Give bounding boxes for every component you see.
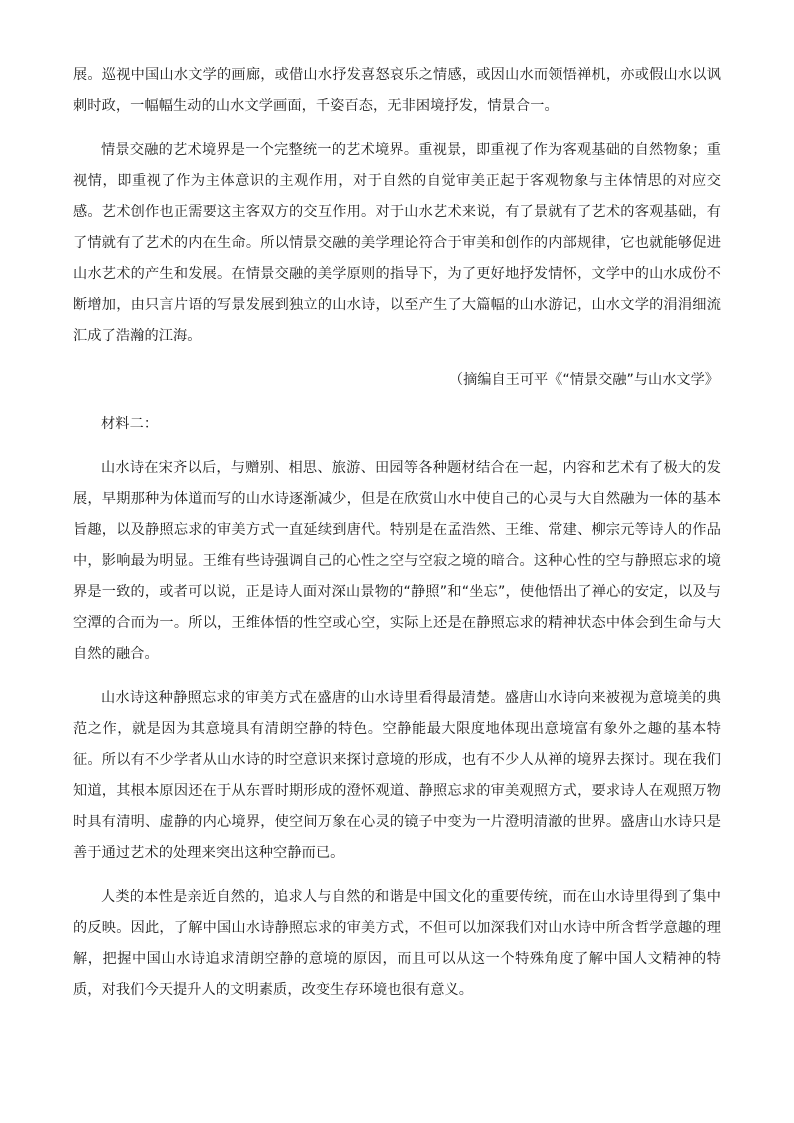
- document-page: [73, 60, 721, 1006]
- paragraph-continuation: 展。巡视中国山水文学的画廊，或借山水抒发喜怒哀乐之情感，或因山水而领悟禅机，亦或假山水以讽刺时政，一幅幅生动的山水文学画面，千姿百态，无非困境抒发，情景合一。: [73, 67, 721, 114]
- paragraph-renlei-benxing: 人类的本性是亲近自然的，追求人与自然的和谐是中国文化的重要传统，而在山水诗里得到了集中的反映。因此，了解中国山水诗静照忘求的审美方式，不但可以加深我们对山水诗中所含哲学意趣的理解，把握中国山水诗追求清朗空静的意境的原因，而且可以从这一个特殊角度了解中国人文精神的特质，对我们今天提升人的文明素质，改变生存环境也很有意义。: [73, 889, 721, 998]
- material-two-label: 材料二：: [101, 416, 159, 432]
- paragraph-qingjing: 情景交融的艺术境界是一个完整统一的艺术境界。重视景，即重视了作为客观基础的自然物象；重视情，即重视了作为主体意识的主观作用，对于自然的自觉审美正起于客观物象与主体情思的对应交感。艺术创作也正需要这主客双方的交互作用。对于山水艺术来说，有了景就有了艺术的客观基础，有了情就有了艺术的内在生命。所以情景交融的美学理论符合于审美和创作的内部规律，它也就能够促进山水艺术的产生和发展。在情景交融的美学原则的指导下，为了更好地抒发情怀，文学中的山水成份不断增加，由只言片语的写景发展到独立的山水诗，以至产生了大篇幅的山水游记，山水文学的涓涓细流汇成了浩瀚的江海。: [73, 142, 721, 344]
- source-citation: （摘编自王可平《“情景交融”与山水文学》: [448, 372, 719, 388]
- paragraph-shanshui-songqi: 山水诗在宋齐以后，与赠别、相思、旅游、田园等各种题材结合在一起，内容和艺术有了极大的发展，早期那种为体道而写的山水诗逐渐减少，但是在欣赏山水中使自己的心灵与大自然融为一体的基本旨趣，以及静照忘求的审美方式一直延续到唐代。特别是在孟浩然、王维、常建、柳宗元等诗人的作品中，影响最为明显。王维有些诗强调自己的心性之空与空寂之境的暗合。这种心性的空与静照忘求的境界是一致的，或者可以说，正是诗人面对深山景物的“静照”和“坐忘”，使他悟出了禅心的安定，以及与空潭的合而为一。所以，王维体悟的性空或心空，实际上还是在静照忘求的精神状态中体会到生命与大自然的融合。: [73, 460, 721, 662]
- paragraph-shengtang: 山水诗这种静照忘求的审美方式在盛唐的山水诗里看得最清楚。盛唐山水诗向来被视为意境美的典范之作，就是因为其意境具有清朗空静的特色。空静能最大限度地体现出意境富有象外之趣的基本特征。所以有不少学者从山水诗的时空意识来探讨意境的形成，也有不少人从禅的境界去探讨。现在我们知道，其根本原因还在于从东晋时期形成的澄怀观道、静照忘求的审美观照方式，要求诗人在观照万物时具有清明、虚静的内心境界，使空间万象在心灵的镜子中变为一片澄明清澈的世界。盛唐山水诗只是善于通过艺术的处理来突出这种空静而已。: [73, 690, 721, 861]
